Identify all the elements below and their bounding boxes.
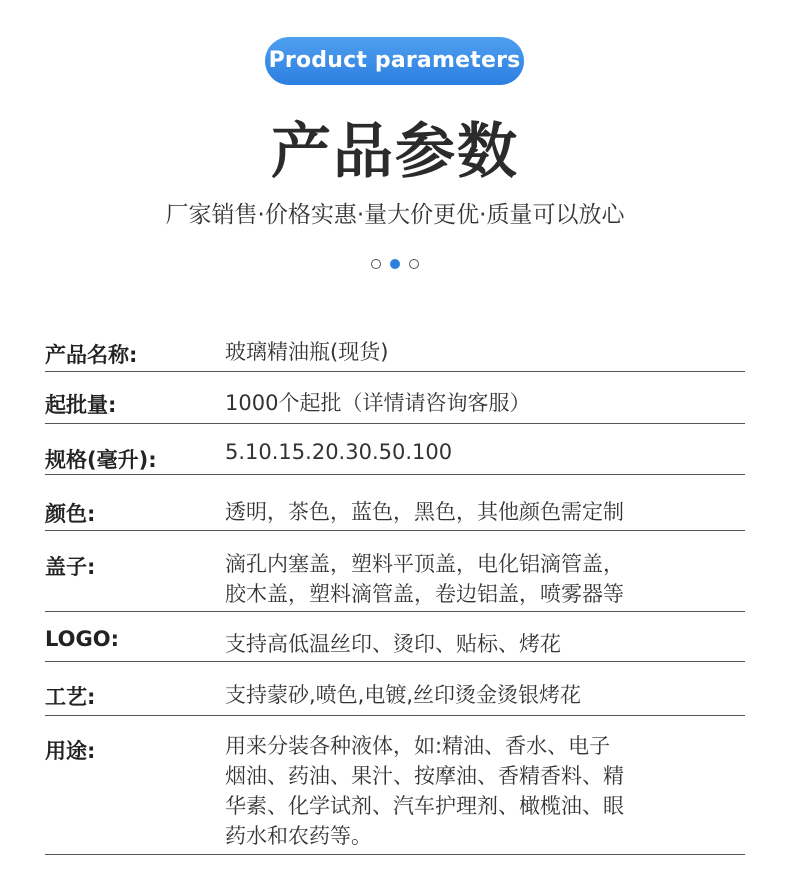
param-label: 颜色: [45, 502, 96, 526]
param-value: 用来分装各种液体，如:精油、香水、电子 烟油、药油、果汁、按摩油、香精香料、精 华素、化学试剂、汽车护理剂、橄榄油、眼 药水和农药等。 [225, 734, 624, 848]
param-value: 5.10.15.20.30.50.100 [225, 440, 453, 464]
page-title: 产品参数 [271, 117, 519, 187]
param-label: LOGO: [45, 627, 119, 651]
param-label: 工艺: [45, 685, 96, 709]
param-label: 盖子: [45, 555, 96, 579]
param-row-product-name [45, 335, 745, 372]
param-row-min-order [45, 372, 745, 424]
carousel-indicator [369, 257, 423, 271]
param-row-spec [45, 424, 745, 475]
param-row-logo [45, 612, 745, 662]
carousel-dot-active[interactable] [390, 259, 400, 269]
param-value: 支持蒙砂,喷色,电镀,丝印烫金烫银烤花 [225, 683, 582, 707]
param-label: 规格(毫升): [45, 448, 157, 472]
param-label: 产品名称: [45, 343, 138, 367]
carousel-dot[interactable] [409, 259, 419, 269]
param-row-color [45, 475, 745, 531]
param-value: 1000个起批（详情请咨询客服） [225, 391, 531, 415]
param-row-usage [45, 716, 745, 855]
carousel-dot[interactable] [371, 259, 381, 269]
param-row-cap [45, 531, 745, 612]
page-subtitle: 厂家销售·价格实惠·量大价更优·质量可以放心 [165, 202, 625, 228]
param-value: 支持高低温丝印、烫印、贴标、烤花 [225, 632, 561, 656]
param-label: 起批量: [45, 393, 117, 417]
param-row-craft [45, 662, 745, 716]
product-parameters-badge: Product parameters [265, 37, 524, 85]
param-value: 透明，茶色，蓝色，黑色，其他颜色需定制 [225, 500, 624, 524]
param-value: 滴孔内塞盖，塑料平顶盖，电化铝滴管盖， 胶木盖，塑料滴管盖，卷边铝盖，喷雾器等 [225, 552, 624, 606]
param-label: 用途: [45, 739, 96, 763]
param-value: 玻璃精油瓶(现货) [225, 340, 389, 364]
